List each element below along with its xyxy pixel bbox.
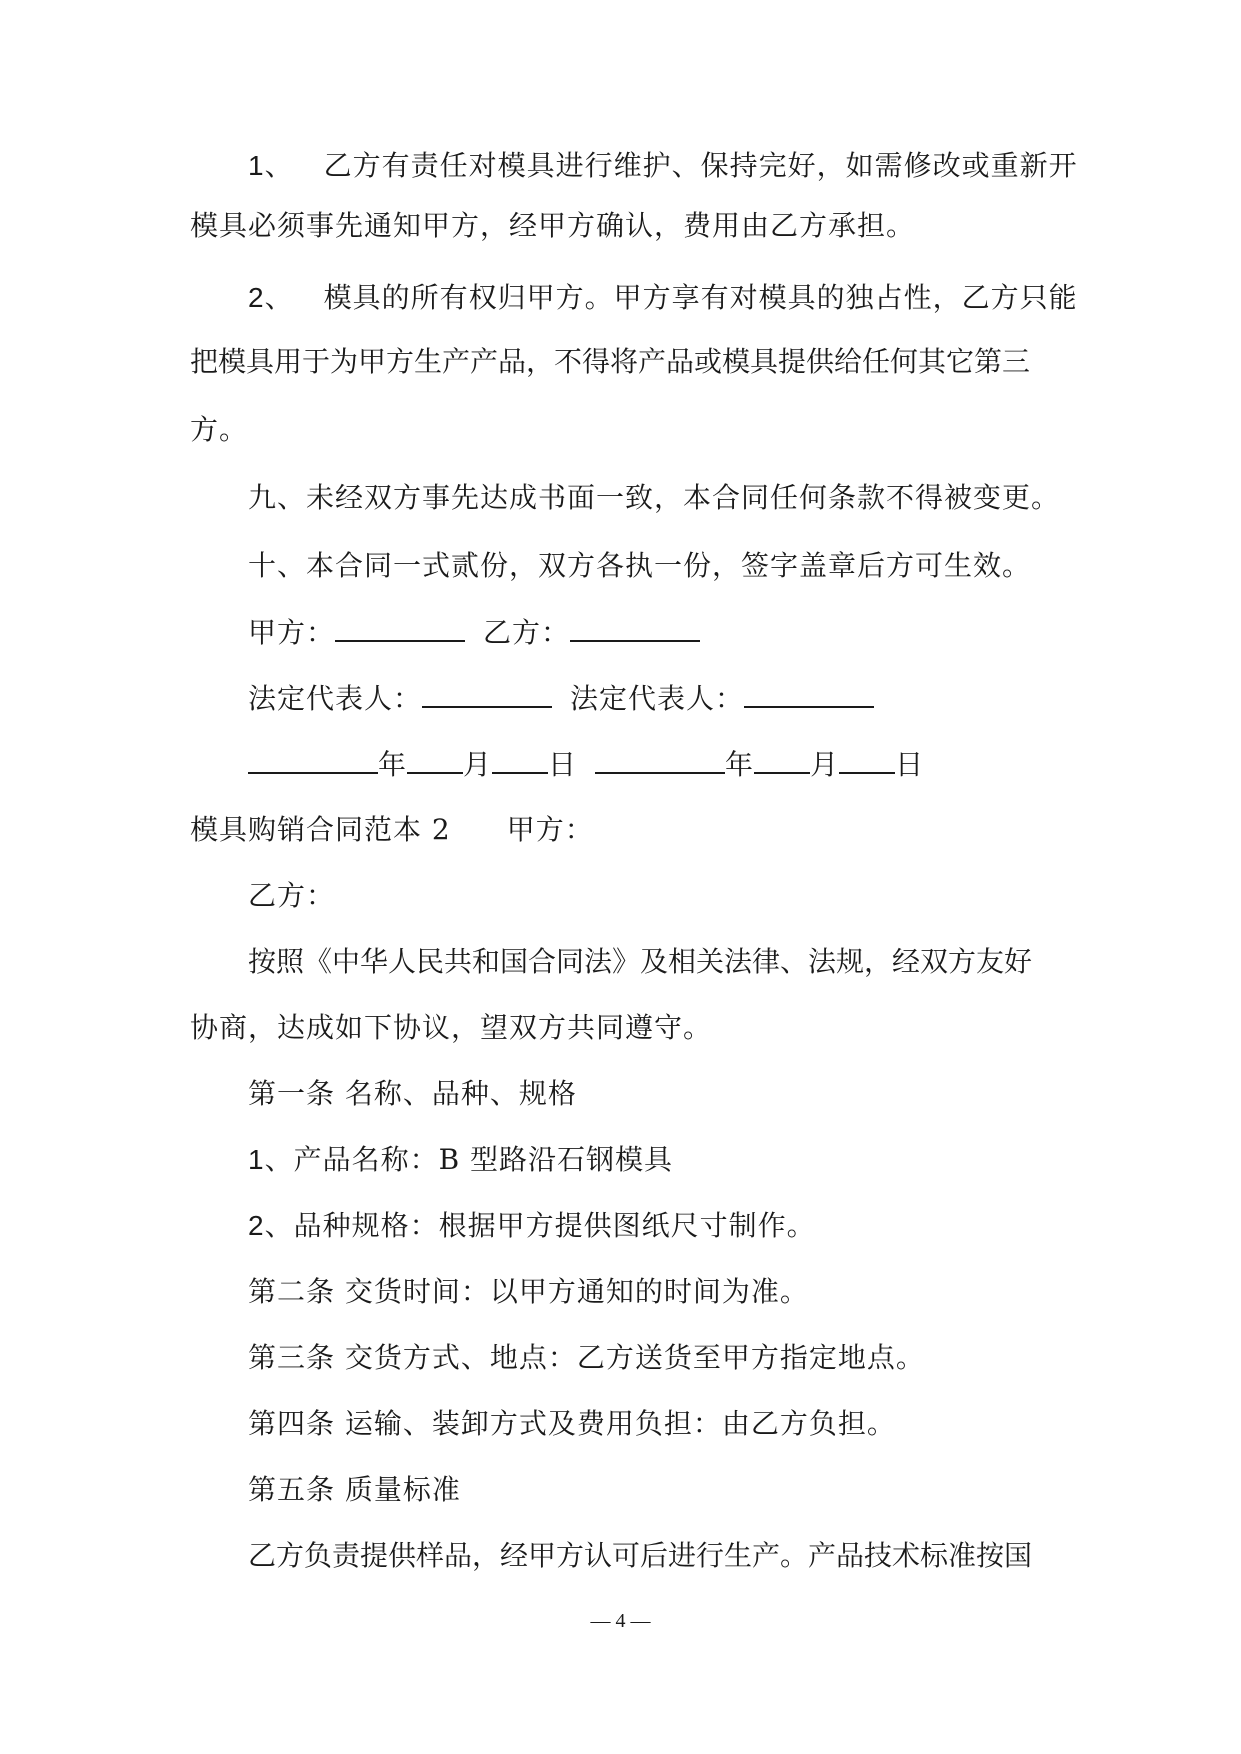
legal-rep-b-blank	[744, 680, 874, 708]
party-signature-row	[248, 614, 700, 651]
intro-line-2: 协商，达成如下协议，望双方共同遵守。	[190, 1011, 713, 1044]
contract-2-party-b: 乙方：	[248, 879, 336, 912]
page-number: — 4 —	[590, 1610, 651, 1632]
contract-2-title: 模具购销合同范本 2	[190, 813, 451, 846]
date-b-month: 月	[810, 748, 840, 781]
legal-rep-a-label: 法定代表人：	[248, 682, 423, 715]
article-3: 第三条 交货方式、地点：乙方送货至甲方指定地点。	[248, 1341, 925, 1374]
article-1-item-1-number: 1	[248, 1144, 265, 1175]
contract-2-heading-row	[190, 812, 594, 848]
article-1-item-2-text: 、品种规格：根据甲方提供图纸尺寸制作。	[264, 1209, 816, 1242]
party-b-blank	[570, 614, 700, 642]
date-b-day-blank	[839, 746, 895, 774]
party-a-blank	[335, 614, 465, 642]
article-1-item-1-text: 、产品名称：B 型路沿石钢模具	[264, 1143, 674, 1176]
clause-10: 十、本合同一式贰份，双方各执一份，签字盖章后方可生效。	[248, 549, 1032, 582]
legal-rep-b-label: 法定代表人：	[570, 682, 745, 715]
article-1-heading: 第一条 名称、品种、规格	[248, 1077, 577, 1110]
clause-2-line-2: 把模具用于为甲方生产产品，不得将产品或模具提供给任何其它第三	[190, 345, 1031, 378]
clause-1-text: 乙方有责任对模具进行维护、保持完好，如需修改或重新开	[323, 149, 1078, 182]
article-5-heading: 第五条 质量标准	[248, 1473, 461, 1506]
clause-2-line-1	[248, 280, 1078, 316]
clause-2-number: 2、	[248, 282, 294, 313]
clause-9: 九、未经双方事先达成书面一致，本合同任何条款不得被变更。	[248, 481, 1061, 514]
date-b-month-blank	[754, 746, 810, 774]
article-2: 第二条 交货时间：以甲方通知的时间为准。	[248, 1275, 809, 1308]
legal-rep-a-blank	[422, 680, 552, 708]
party-b-label: 乙方：	[483, 616, 571, 649]
intro-line-1: 按照《中华人民共和国合同法》及相关法律、法规，经双方友好	[248, 945, 1033, 978]
clause-1-line-2: 模具必须事先通知甲方，经甲方确认，费用由乙方承担。	[190, 209, 916, 242]
contract-2-party-a: 甲方：	[506, 813, 594, 846]
article-1-item-2-number: 2	[248, 1210, 265, 1241]
article-1-item-2	[248, 1208, 816, 1244]
legal-rep-row	[248, 680, 874, 717]
date-a-month: 月	[463, 748, 493, 781]
clause-1-number: 1、	[248, 150, 294, 181]
date-a-day-blank	[492, 746, 548, 774]
date-a-month-blank	[407, 746, 463, 774]
date-a-year: 年	[378, 748, 408, 781]
clause-2-text: 模具的所有权归甲方。甲方享有对模具的独占性，乙方只能	[323, 281, 1078, 314]
date-row	[248, 746, 924, 783]
date-a-year-blank	[248, 746, 378, 774]
date-b-day: 日	[895, 748, 925, 781]
party-a-label: 甲方：	[248, 616, 336, 649]
article-5-text: 乙方负责提供样品，经甲方认可后进行生产。产品技术标准按国	[248, 1539, 1033, 1572]
article-1-item-1	[248, 1142, 673, 1178]
date-a-day: 日	[548, 748, 578, 781]
clause-1-line-1	[248, 148, 1078, 184]
date-b-year: 年	[725, 748, 755, 781]
article-4: 第四条 运输、装卸方式及费用负担：由乙方负担。	[248, 1407, 896, 1440]
clause-2-line-3: 方。	[190, 413, 249, 446]
date-b-year-blank	[595, 746, 725, 774]
